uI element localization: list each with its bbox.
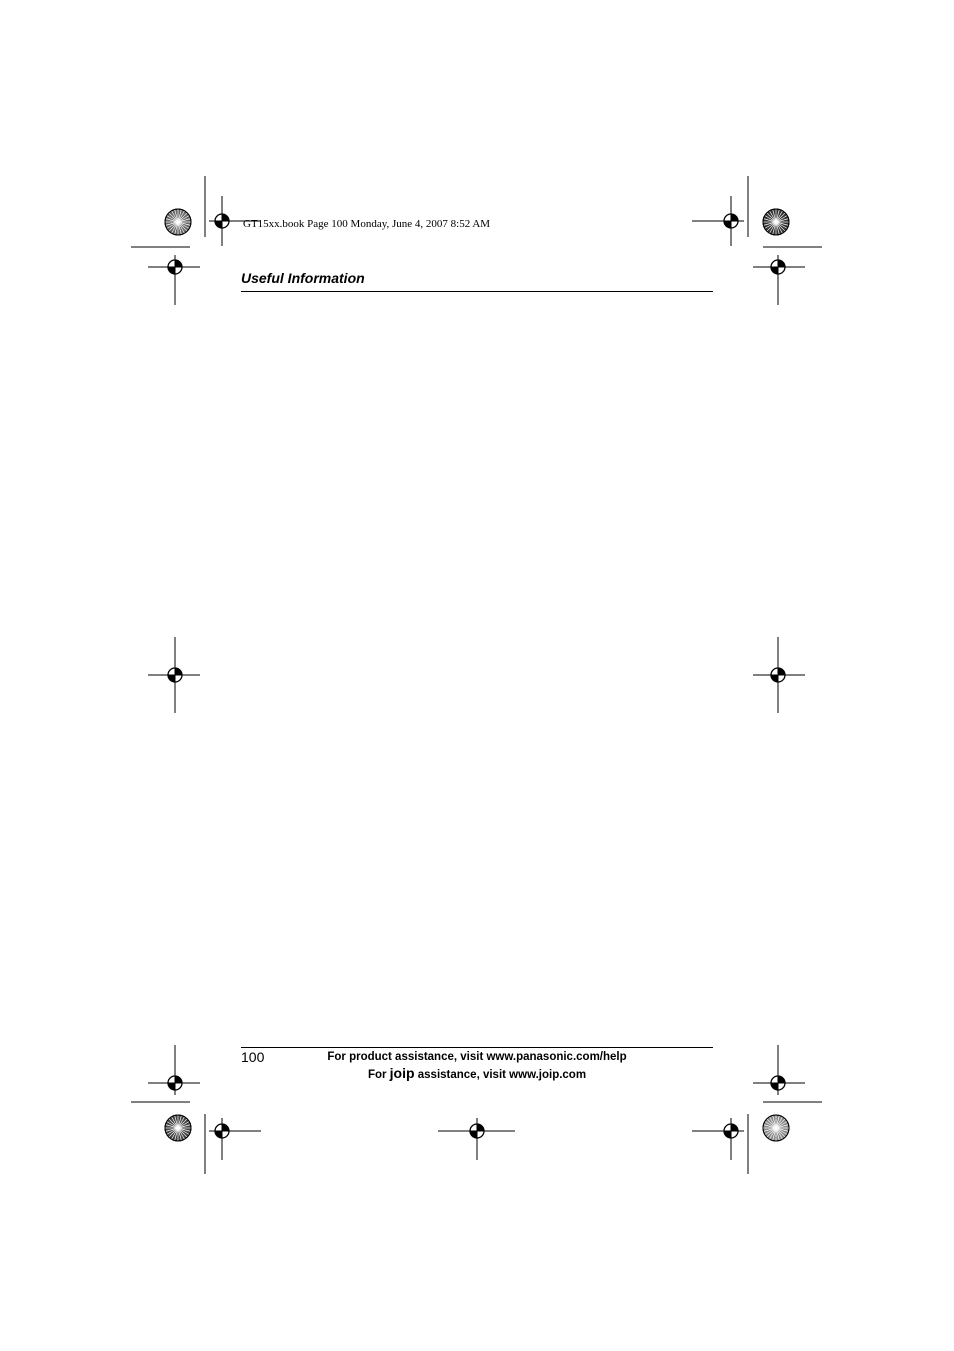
registration-target — [753, 637, 805, 713]
joip-logo: joip — [389, 1065, 415, 1081]
registration-target — [148, 637, 200, 713]
registration-target — [753, 1045, 805, 1095]
registration-target — [209, 1118, 261, 1160]
registration-target — [438, 1118, 515, 1160]
footer-line-prefix: For — [367, 1069, 390, 1081]
footer-assistance — [270, 1049, 684, 1083]
footer-line-product: For product assistance, visit www.panasonic.com/help — [327, 1051, 627, 1063]
starburst-target — [763, 209, 789, 235]
starburst-target — [165, 1115, 191, 1141]
footer-line-suffix: assistance, visit www.joip.com — [414, 1069, 587, 1081]
starburst-target — [763, 1115, 789, 1141]
registration-target — [753, 255, 805, 305]
crop-marks — [131, 176, 822, 1174]
starburst-target — [165, 209, 191, 235]
color-bar-targets — [165, 209, 789, 1141]
registration-target — [692, 196, 744, 246]
registration-target — [148, 255, 200, 305]
registration-target — [692, 1118, 744, 1160]
header-rule — [241, 291, 713, 292]
footer-rule — [241, 1047, 713, 1048]
page-number: 100 — [241, 1049, 265, 1065]
registration-target — [148, 1045, 200, 1095]
section-title: Useful Information — [241, 270, 365, 286]
registration-marks — [148, 196, 805, 1160]
slug-line: GT15xx.book Page 100 Monday, June 4, 2007 8:52 AM — [243, 218, 491, 230]
footer-line-joip — [270, 1065, 684, 1083]
